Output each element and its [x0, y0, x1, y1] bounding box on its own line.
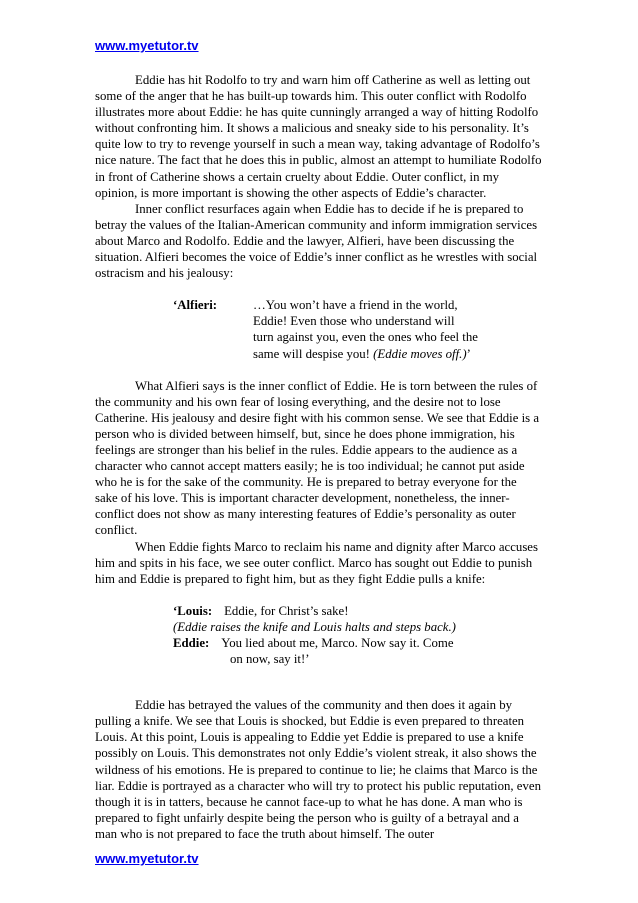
paragraph-4: When Eddie fights Marco to reclaim his name and dignity after Marco accuses him and spits in his face, we see outer conflict. Marco has sought out Eddie to punish him and Eddie is prepared to fight him, but as they fight Eddie pulls a knife: — [95, 539, 538, 586]
quote-speaker-eddie: Eddie: — [173, 636, 210, 650]
alfieri-quote-text — [253, 297, 478, 361]
stage-direction: (Eddie raises the knife and Louis halts and steps back.) — [173, 619, 456, 634]
paragraph-1: Eddie has hit Rodolfo to try and warn him off Catherine as well as letting out some of the anger that he has built-up towards him. This outer conflict with Rodolfo illustrates more about Eddie: he has quite cunningly arranged a way of hitting Rodolfo without confronting him. It shows a malicious and sneaky side to his personality. It’s quite low to try to revenge yourself in such a mean way, taking advantage of Rodolfo’s nice nature. The fact that he does this in public, almost an attempt to humiliate Rodolfo in front of Catherine shows a certain cruelty about Eddie. Outer conflict, in my opinion, is more important is showing the other aspects of Eddie’s character. — [95, 73, 542, 200]
stage-direction-line — [173, 619, 542, 635]
alfieri-quote-line: …You won’t have a friend in the world, Eddie! Even those who understand will turn against you, even the ones who feel the same will despise you! — [253, 298, 478, 361]
quote-speaker-louis: ‘Louis: — [173, 603, 213, 618]
header-link[interactable]: www.myetutor.tv — [95, 38, 199, 53]
paragraph-3: What Alfieri says is the inner conflict of Eddie. He is torn between the rules of the community and his own fear of losing everything, and the desire not to lose Catherine. His jealousy and desire fight with his common sense. We see that Eddie is a person who is divided between himself, but, since he does phone immigration, his feelings are stronger than his belief in the rules. Eddie appears to the audience as a character who cannot accept matters easily; he is too individual; he cannot put aside who he is for the sake of the community. He is prepared to betray everyone for the sake of his love. This is important character development, nonetheless, the inner-conflict does not show as many interesting features of Eddie’s personality as outer conflict. — [95, 378, 540, 538]
essay-body — [95, 72, 542, 842]
footer-link[interactable]: www.myetutor.tv — [95, 851, 199, 866]
paragraph-2: Inner conflict resurfaces again when Eddie has to decide if he is prepared to betray the values of the Italian-American community and inform immigration services about Marco and Rodolfo. Eddie and the lawyer, Alfieri, have been discussing the situation. Alfieri becomes the voice of Eddie’s inner conflict as he wrestles with social ostracism and his jealousy: — [95, 201, 538, 281]
stage-direction: (Eddie moves off.) — [373, 346, 467, 361]
quote-speaker-alfieri: ‘Alfieri: — [173, 298, 218, 313]
louis-line-text: Eddie, for Christ’s sake! — [224, 603, 349, 618]
alfieri-quote — [173, 297, 542, 361]
louis-eddie-quote — [173, 603, 542, 667]
louis-line — [173, 603, 542, 619]
eddie-line-continued: on now, say it!’ — [230, 652, 310, 667]
eddie-line-text: You lied about me, Marco. Now say it. Come — [221, 636, 454, 650]
paragraph-5: Eddie has betrayed the values of the community and then does it again by pulling a knife. We see that Louis is shocked, but Eddie is even prepared to threaten Louis. At this point, Louis is appealing to Eddie yet Eddie is prepared to use a knife possibly on Louis. This demonstrates not only Eddie’s violent streak, it also shows the wildness of his emotions. He is prepared to continue to lie; he claims that Marco is the liar. Eddie is portrayed as a character who will try to protect his public reputation, even though it is in tatters, because he cannot face-up to what he has done. A man who is prepared to fight unfairly despite being the person who is guilty of a betrayal and a man who is not prepared to face the truth about himself. The outer — [95, 698, 541, 841]
eddie-line — [173, 635, 542, 651]
quote-close: ’ — [466, 346, 471, 361]
